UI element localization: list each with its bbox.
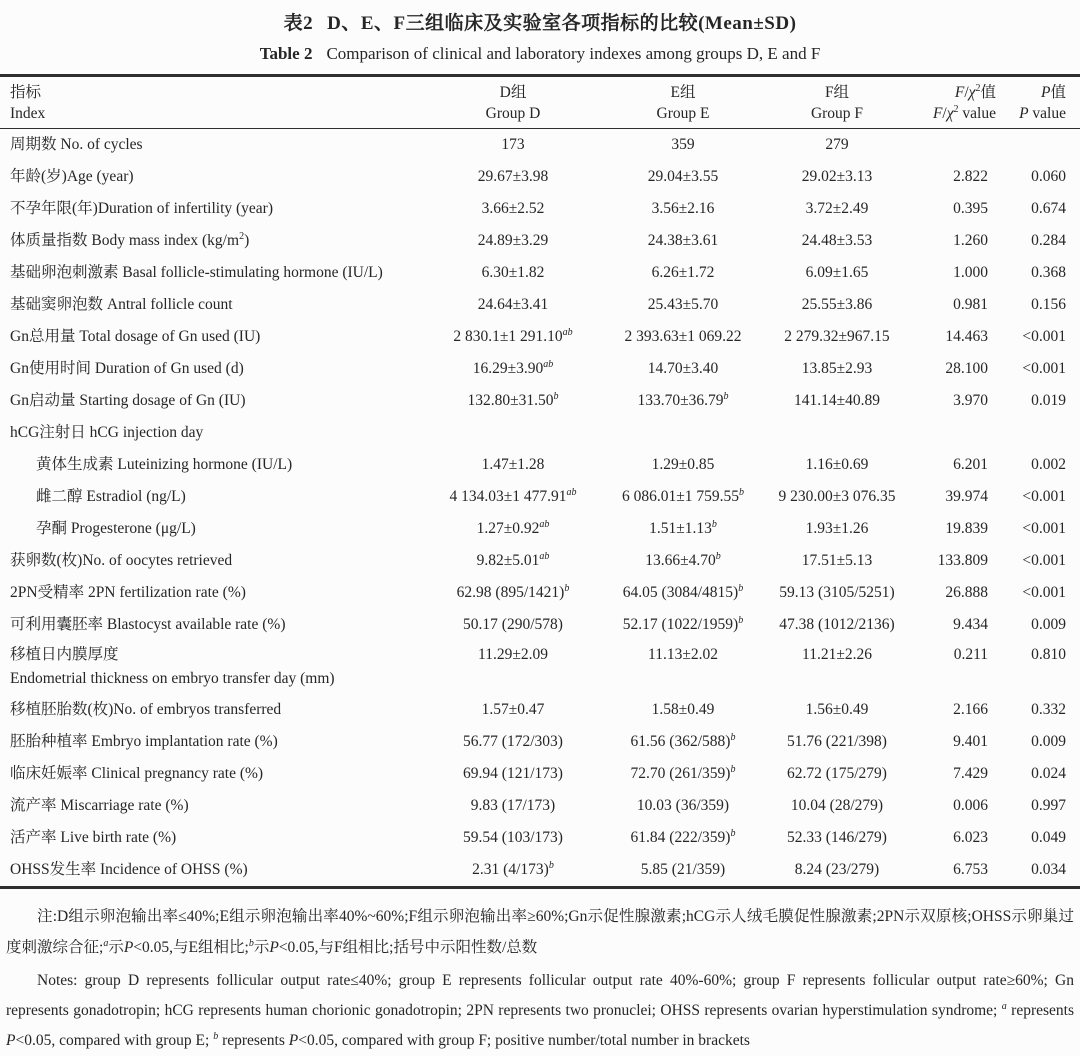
cell-group-f: 2 279.32±967.15 [784, 328, 890, 345]
cell-f-chi2: 6.201 [953, 456, 988, 473]
cell-f-chi2: 1.000 [953, 264, 988, 281]
header-group-d-en: Group D [485, 105, 541, 122]
table-row [0, 641, 1080, 694]
header-p-value-zh: P值 [1041, 84, 1066, 101]
cell-group-f [764, 417, 910, 449]
cell-group-e: 1.58±0.49 [651, 701, 715, 718]
cell-group-d: 29.67±3.98 [477, 168, 549, 185]
cell-group-e: 72.70 $(261/359)^b$ [630, 763, 736, 782]
cell-f-chi2: 9.434 [953, 616, 988, 633]
row-label: 移植日内膜厚度 [10, 646, 119, 663]
table-row [0, 385, 1080, 417]
cell-group-d: 50.17 (290/578) [463, 616, 563, 633]
cell-f-chi2: 28.100 [945, 360, 988, 377]
row-label-cell [0, 694, 424, 726]
cell-p-value [1010, 417, 1080, 449]
cell-group-f: 279 [825, 136, 849, 153]
cell-group-d: 2.31 $(4/173)^b$ [472, 859, 554, 878]
header-row [0, 76, 1080, 129]
row-label: 2PN受精率 2PN fertilization rate (%) [10, 584, 246, 601]
table-note-zh: 注:D组示卵泡输出率≤40%;E组示卵泡输出率40%~60%;F组示卵泡输出率≥60%;Gn示促性腺激素;hCG示人绒毛膜促性腺激素;2PN示双原核;OHSS示卵巢过度刺激综合征;$^a$示P<0.05,与E组相比;$^b$示P<0.05,与F组相比;括号中示阳性数/总数 [6, 908, 1074, 956]
cell-group-d: 69.94 (121/173) [463, 765, 563, 782]
cell-group-f: 62.72 (175/279) [787, 765, 887, 782]
row-label-cell [0, 545, 424, 577]
cell-p-value: <0.001 [1022, 488, 1066, 505]
cell-group-f: 11.21±2.26 [802, 646, 872, 663]
cell-group-d: 16.29±3.90$^{ab}$ [472, 358, 554, 377]
cell-group-f: 1.56±0.49 [805, 701, 869, 718]
table-row [0, 417, 1080, 449]
row-label: 黄体生成素 Luteinizing hormone (IU/L) [36, 456, 293, 473]
cell-f-chi2: 1.260 [953, 232, 988, 249]
cell-group-e: 6 086.01±1 759.55$^b$ [621, 486, 744, 505]
cell-group-e: 24.38±3.61 [647, 232, 719, 249]
cell-f-chi2: 6.023 [953, 829, 988, 846]
header-index-zh: 指标 [10, 84, 42, 101]
table-row [0, 758, 1080, 790]
row-label-cell [0, 641, 424, 694]
comparison-table [0, 74, 1080, 889]
row-label: 胚胎种植率 Embryo implantation rate (%) [10, 733, 278, 750]
table-row [0, 225, 1080, 257]
row-label-cell [0, 289, 424, 321]
cell-f-chi2: 2.822 [953, 168, 988, 185]
cell-group-e: 6.26±1.72 [651, 264, 715, 281]
table-row [0, 449, 1080, 481]
cell-p-value: <0.001 [1022, 360, 1066, 377]
header-group-f-zh: F组 [824, 84, 850, 101]
cell-group-f: 51.76 (221/398) [787, 733, 887, 750]
row-label: 年龄(岁)Age (year) [10, 168, 134, 185]
row-label-cell [0, 193, 424, 225]
cell-p-value: 0.060 [1031, 168, 1066, 185]
cell-group-e: 13.66±4.70$^b$ [645, 550, 721, 569]
cell-group-e: 64.05 $(3084/4815)^b$ [622, 582, 744, 601]
table-row [0, 513, 1080, 545]
header-f-chi2-en: $F/\chi^2$ value [932, 103, 996, 122]
row-label: 获卵数(枚)No. of oocytes retrieved [10, 552, 233, 569]
header-f-chi2-zh: $F/\chi^2$值 [954, 82, 996, 101]
table-body [0, 129, 1080, 888]
cell-p-value: 0.002 [1031, 456, 1066, 473]
table-row [0, 353, 1080, 385]
table-row [0, 129, 1080, 162]
cell-p-value: 0.019 [1031, 392, 1066, 409]
cell-f-chi2: 3.970 [953, 392, 988, 409]
cell-p-value: 0.034 [1031, 861, 1066, 878]
cell-group-f: 141.14±40.89 [793, 392, 880, 409]
cell-group-e: 133.70±36.79$^b$ [637, 390, 729, 409]
row-label: 基础卵泡刺激素 Basal follicle-stimulating hormone (IU/L) [10, 264, 383, 281]
row-label-cell [0, 513, 424, 545]
cell-group-e: 61.56 $(362/588)^b$ [630, 731, 736, 750]
table-title-zh-text: D、E、F三组临床及实验室各项指标的比较(Mean±SD) [327, 13, 797, 34]
header-group-e-en: Group E [656, 105, 710, 122]
table-title-en-text: Comparison of clinical and laboratory indexes among groups D, E and F [326, 44, 821, 63]
cell-group-e: 29.04±3.55 [647, 168, 719, 185]
cell-group-e: 2 393.63±1 069.22 [624, 328, 742, 345]
cell-group-f: 17.51±5.13 [801, 552, 873, 569]
cell-group-f: 1.16±0.69 [805, 456, 869, 473]
cell-group-d: 4 134.03±1 477.91$^{ab}$ [449, 486, 577, 505]
cell-group-f: 13.85±2.93 [801, 360, 873, 377]
row-label-cell [0, 790, 424, 822]
row-label-cell [0, 225, 424, 257]
cell-group-f: 24.48±3.53 [801, 232, 873, 249]
cell-group-e: 10.03 (36/359) [636, 797, 730, 814]
header-group-e [602, 76, 764, 129]
row-label: hCG注射日 hCG injection day [10, 424, 204, 441]
cell-p-value: 0.009 [1031, 733, 1066, 750]
cell-group-d: 3.66±2.52 [481, 200, 545, 217]
row-label-cell [0, 385, 424, 417]
row-label: 体质量指数 Body mass index $(kg/m^2)$ [10, 230, 250, 249]
cell-f-chi2: 19.839 [945, 520, 988, 537]
cell-f-chi2: 14.463 [945, 328, 988, 345]
table-row [0, 854, 1080, 888]
cell-p-value: <0.001 [1022, 552, 1066, 569]
cell-group-f: 3.72±2.49 [805, 200, 869, 217]
cell-group-d: 2 830.1±1 291.10$^{ab}$ [453, 326, 573, 345]
row-label-cell [0, 854, 424, 888]
cell-f-chi2: 133.809 [937, 552, 988, 569]
row-label: 基础窦卵泡数 Antral follicle count [10, 296, 233, 313]
row-label-second-line: Endometrial thickness on embryo transfer day (mm) [10, 670, 335, 687]
cell-p-value: 0.674 [1031, 200, 1066, 217]
row-label: 流产率 Miscarriage rate (%) [10, 797, 189, 814]
cell-group-d: 1.57±0.47 [481, 701, 545, 718]
header-index-en: Index [10, 105, 46, 122]
row-label: 周期数 No. of cycles [10, 136, 143, 153]
cell-group-f: 6.09±1.65 [805, 264, 869, 281]
table-row [0, 545, 1080, 577]
cell-p-value: 0.368 [1031, 264, 1066, 281]
cell-group-e: 61.84 $(222/359)^b$ [630, 827, 736, 846]
row-label-cell [0, 321, 424, 353]
header-group-d-zh: D组 [499, 84, 527, 101]
table-row [0, 694, 1080, 726]
cell-group-f: 52.33 (146/279) [787, 829, 887, 846]
header-group-e-zh: E组 [670, 84, 696, 101]
table-row [0, 161, 1080, 193]
cell-p-value: 0.332 [1031, 701, 1066, 718]
header-f-chi2 [910, 76, 1010, 129]
table-notes [6, 901, 1074, 1056]
cell-f-chi2: 6.753 [953, 861, 988, 878]
table-number-en: Table 2 [259, 44, 313, 63]
table-title-zh [0, 10, 1080, 38]
cell-group-d: 59.54 (103/173) [463, 829, 563, 846]
cell-group-d: 9.82±5.01$^{ab}$ [476, 550, 550, 569]
cell-group-f: 29.02±3.13 [801, 168, 873, 185]
cell-group-f: 1.93±1.26 [805, 520, 869, 537]
cell-group-e: 5.85 (21/359) [640, 861, 726, 878]
table-row [0, 481, 1080, 513]
cell-group-d: 132.80±31.50$^b$ [467, 390, 559, 409]
table-title-en [0, 41, 1080, 67]
cell-group-e: 52.17 $(1022/1959)^b$ [622, 614, 744, 633]
table-number-zh: 表2 [283, 13, 314, 34]
table-row [0, 822, 1080, 854]
cell-group-f: 8.24 (23/279) [794, 861, 880, 878]
row-label-cell [0, 577, 424, 609]
row-label: 不孕年限(年)Duration of infertility (year) [10, 200, 273, 217]
cell-group-d: 24.64±3.41 [477, 296, 549, 313]
cell-group-f: 25.55±3.86 [801, 296, 873, 313]
header-group-d [424, 76, 602, 129]
row-label-cell [0, 822, 424, 854]
table-row [0, 193, 1080, 225]
table-note-en: Notes: group D represents follicular output rate≤40%; group E represents follicular output rate 40%-60%; group F represents follicular output rate≥60%; Gn represents gonadotropin; hCG represents human chorionic gonadotropin; 2PN represents two pronuclei; OHSS represents ovarian hyperstimulation syndrome; $^a$ represents P<0.05, compared with group E; $^b$ represents P<0.05, compared with group F; positive number/total number in brackets [6, 972, 1074, 1049]
row-label-cell [0, 726, 424, 758]
cell-group-e: 1.29±0.85 [651, 456, 715, 473]
cell-p-value: 0.284 [1031, 232, 1066, 249]
row-label: 孕酮 Progesterone (μg/L) [36, 520, 196, 537]
table-row [0, 609, 1080, 641]
table-row [0, 257, 1080, 289]
cell-p-value: <0.001 [1022, 520, 1066, 537]
row-label: Gn总用量 Total dosage of Gn used (IU) [10, 328, 261, 345]
cell-group-f: 59.13 (3105/5251) [779, 584, 895, 601]
table-header [0, 76, 1080, 129]
cell-group-e: 14.70±3.40 [647, 360, 719, 377]
cell-group-d: 1.27±0.92$^{ab}$ [476, 518, 550, 537]
row-label: 临床妊娠率 Clinical pregnancy rate (%) [10, 765, 264, 782]
row-label-cell [0, 257, 424, 289]
cell-group-d: 1.47±1.28 [481, 456, 545, 473]
cell-p-value: 0.009 [1031, 616, 1066, 633]
row-label-cell [0, 129, 424, 162]
cell-group-e: 11.13±2.02 [648, 646, 718, 663]
cell-f-chi2: 2.166 [953, 701, 988, 718]
cell-group-d: 56.77 (172/303) [463, 733, 563, 750]
cell-p-value: 0.049 [1031, 829, 1066, 846]
cell-p-value: 0.997 [1031, 797, 1066, 814]
cell-f-chi2: 0.981 [953, 296, 988, 313]
cell-p-value [1010, 129, 1080, 162]
row-label: 移植胚胎数(枚)No. of embryos transferred [10, 701, 282, 718]
cell-group-d: 24.89±3.29 [477, 232, 549, 249]
cell-group-e: 25.43±5.70 [647, 296, 719, 313]
cell-p-value: <0.001 [1022, 328, 1066, 345]
cell-group-e: 359 [671, 136, 695, 153]
cell-f-chi2 [910, 417, 1010, 449]
row-label-cell [0, 353, 424, 385]
header-p-value-en: P value [1019, 105, 1066, 122]
cell-group-d: 173 [501, 136, 525, 153]
row-label-cell [0, 609, 424, 641]
cell-f-chi2: 0.395 [953, 200, 988, 217]
cell-group-d: 62.98 $(895/1421)^b$ [456, 582, 570, 601]
cell-group-f: 9 230.00±3 076.35 [778, 488, 896, 505]
cell-group-f: 47.38 (1012/2136) [779, 616, 895, 633]
row-label-cell [0, 758, 424, 790]
row-label: 雌二醇 Estradiol (ng/L) [36, 488, 186, 505]
header-group-f [764, 76, 910, 129]
header-group-f-en: Group F [810, 105, 864, 122]
table-row [0, 321, 1080, 353]
cell-group-d [424, 417, 602, 449]
row-label: 可利用囊胚率 Blastocyst available rate (%) [10, 616, 286, 633]
cell-p-value: 0.156 [1031, 296, 1066, 313]
table-row [0, 790, 1080, 822]
cell-f-chi2: 7.429 [953, 765, 988, 782]
cell-group-d: 9.83 (17/173) [470, 797, 556, 814]
row-label-cell [0, 449, 424, 481]
cell-group-d: 11.29±2.09 [478, 646, 548, 663]
cell-f-chi2: 39.974 [945, 488, 988, 505]
header-p-value [1010, 76, 1080, 129]
cell-f-chi2: 0.006 [953, 797, 988, 814]
row-label: Gn启动量 Starting dosage of Gn (IU) [10, 392, 246, 409]
row-label: OHSS发生率 Incidence of OHSS (%) [10, 861, 248, 878]
row-label: Gn使用时间 Duration of Gn used (d) [10, 360, 244, 377]
table-row [0, 289, 1080, 321]
cell-f-chi2: 9.401 [953, 733, 988, 750]
row-label-cell [0, 417, 424, 449]
table-row [0, 726, 1080, 758]
cell-p-value: 0.024 [1031, 765, 1066, 782]
cell-p-value: 0.810 [1031, 646, 1066, 663]
cell-group-f: 10.04 (28/279) [790, 797, 884, 814]
header-index [0, 76, 424, 129]
cell-group-e: 3.56±2.16 [651, 200, 715, 217]
cell-group-e: 1.51±1.13$^b$ [649, 518, 717, 537]
cell-p-value: <0.001 [1022, 584, 1066, 601]
row-label-cell [0, 481, 424, 513]
cell-f-chi2: 26.888 [945, 584, 988, 601]
row-label: 活产率 Live birth rate (%) [10, 829, 177, 846]
row-label-cell [0, 161, 424, 193]
cell-group-d: 6.30±1.82 [481, 264, 545, 281]
cell-f-chi2: 0.211 [953, 646, 988, 663]
cell-group-e [602, 417, 764, 449]
table-row [0, 577, 1080, 609]
cell-f-chi2 [910, 129, 1010, 162]
